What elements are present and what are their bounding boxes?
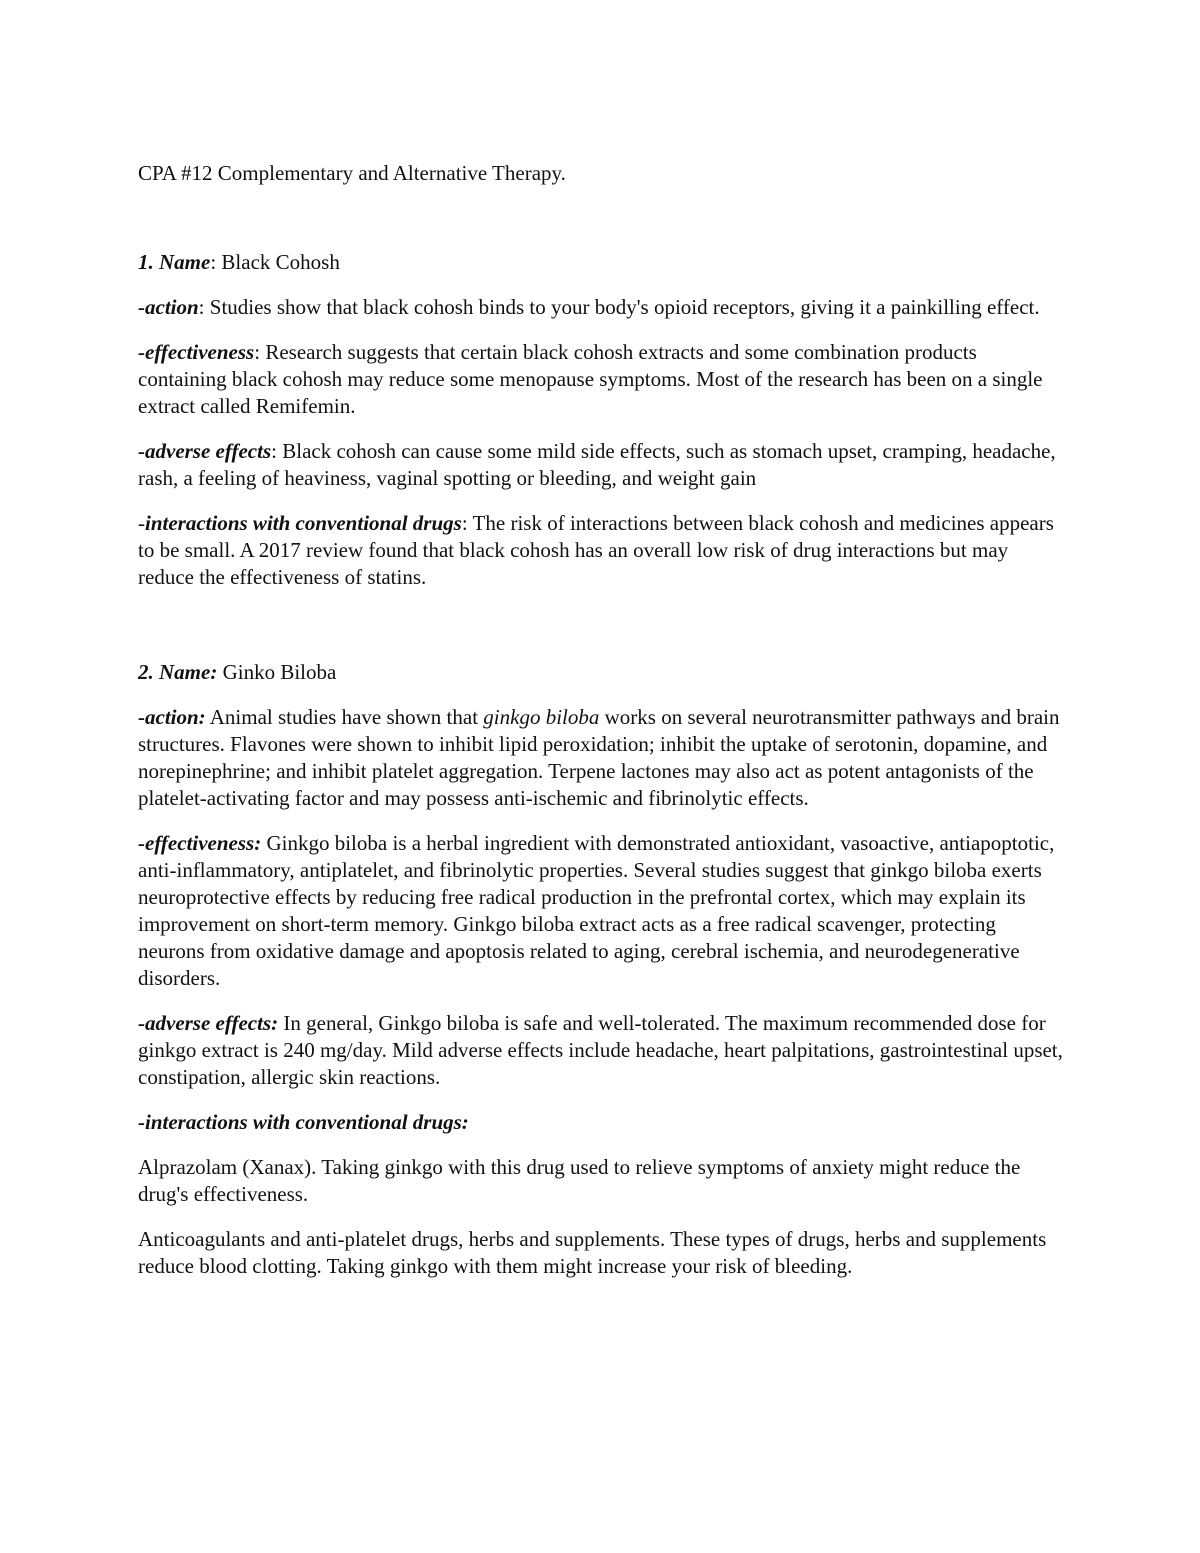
section-2-number: 2. — [138, 660, 154, 684]
section-1-action: -action: Studies show that black cohosh binds to your body's opioid receptors, giving it a painkilling effect. — [138, 295, 1040, 319]
section-1-interactions: -interactions with conventional drugs: The risk of interactions between black cohosh and medicines appears to be small. A 2017 review found that black cohosh has an overall low risk of drug interactions but may reduce the effectiveness of statins. — [138, 511, 1054, 589]
section-1-effectiveness: -effectiveness: Research suggests that certain black cohosh extracts and some combination products containing black cohosh may reduce some menopause symptoms. Most of the research has been on a single extract called Remifemin. — [138, 340, 1043, 418]
section-2-action-text-1: Animal studies have shown that — [209, 705, 479, 729]
section-2-action-text-2: works on several neurotransmitter pathways and brain structures. Flavones were shown to inhibit lipid peroxidation; inhibit the uptake of serotonin, dopamine, and norepinephrine; and inhibit platelet aggregation. Terpene lactones may also act as potent antagonists of the platelet-activating factor and may possess anti-ischemic and fibrinolytic effects. — [138, 705, 1060, 810]
section-2-action — [138, 704, 1063, 812]
section-2-adverse-text: In general, Ginkgo biloba is safe and well-tolerated. The maximum recommended dose for ginkgo extract is 240 mg/day. Mild adverse effects include headache, heart palpitations, gastrointestinal upset, constipation, allergic skin reactions. — [138, 1011, 1063, 1089]
section-2-adverse-label: -adverse effects: — [138, 1011, 279, 1035]
section-2-action-italic: ginkgo biloba — [483, 705, 600, 729]
section-2-action-label: -action: — [138, 705, 206, 729]
section-2-interactions-label: -interactions with conventional drugs: — [138, 1110, 469, 1134]
section-1-name: 1. Name: Black Cohosh — [138, 250, 340, 274]
section-2-effectiveness-label: -effectiveness: — [138, 831, 262, 855]
section-2-effectiveness-text: Ginkgo biloba is a herbal ingredient with demonstrated antioxidant, vasoactive, antiapoptotic, anti-inflammatory, antiplatelet, and fibrinolytic properties. Several studies suggest that ginkgo biloba exerts neuroprotective effects by reducing free radical production in the prefrontal cortex, which may explain its improvement on short-term memory. Ginkgo biloba extract acts as a free radical scavenger, protecting neurons from oxidative damage and apoptosis related to aging, cerebral ischemia, and neurodegenerative disorders. — [138, 831, 1055, 990]
section-1-action-text: Studies show that black cohosh binds to your body's opioid receptors, giving it a painkilling effect. — [209, 295, 1040, 319]
document-title: CPA #12 Complementary and Alternative Therapy. — [138, 161, 566, 185]
section-1-adverse-text: Black cohosh can cause some mild side effects, such as stomach upset, cramping, headache, rash, a feeling of heaviness, vaginal spotting or bleeding, and weight gain — [138, 439, 1056, 490]
section-2-interaction-item: Alprazolam (Xanax). Taking ginkgo with this drug used to relieve symptoms of anxiety might reduce the drug's effectiveness. — [138, 1155, 1021, 1206]
section-2-interactions-heading — [138, 1109, 1063, 1136]
section-2-name-label: Name: — [159, 660, 218, 684]
section-1-interactions-label: interactions with conventional drugs — [145, 511, 462, 535]
section-1-adverse-label: -adverse effects — [138, 439, 272, 463]
section-1-name-value: Black Cohosh — [221, 250, 340, 274]
section-1-name-label: Name — [159, 250, 211, 274]
section-1-interactions-text: The risk of interactions between black cohosh and medicines appears to be small. A 2017 review found that black cohosh has an overall low risk of drug interactions but may reduce the effectiveness of statins. — [138, 511, 1054, 589]
document-page — [138, 160, 1063, 1298]
section-divider — [138, 609, 1063, 659]
section-1-effectiveness-text: Research suggests that certain black cohosh extracts and some combination products containing black cohosh may reduce some menopause symptoms. Most of the research has been on a single extract called Remifemin. — [138, 340, 1043, 418]
section-1-action-label: -action — [138, 295, 199, 319]
section-2-effectiveness — [138, 830, 1063, 992]
section-2-name — [138, 659, 1063, 686]
section-1-effectiveness-label: -effectiveness — [138, 340, 255, 364]
section-2-interaction-item: Anticoagulants and anti-platelet drugs, herbs and supplements. These types of drugs, herbs and supplements reduce blood clotting. Taking ginkgo with them might increase your risk of bleeding. — [138, 1227, 1047, 1278]
section-1-adverse: -adverse effects: Black cohosh can cause some mild side effects, such as stomach upset, cramping, headache, rash, a feeling of heaviness, vaginal spotting or bleeding, and weight gain — [138, 439, 1056, 490]
section-2-adverse — [138, 1010, 1063, 1091]
section-1-number: 1. — [138, 250, 154, 274]
section-2-name-value: Ginko Biloba — [222, 660, 337, 684]
